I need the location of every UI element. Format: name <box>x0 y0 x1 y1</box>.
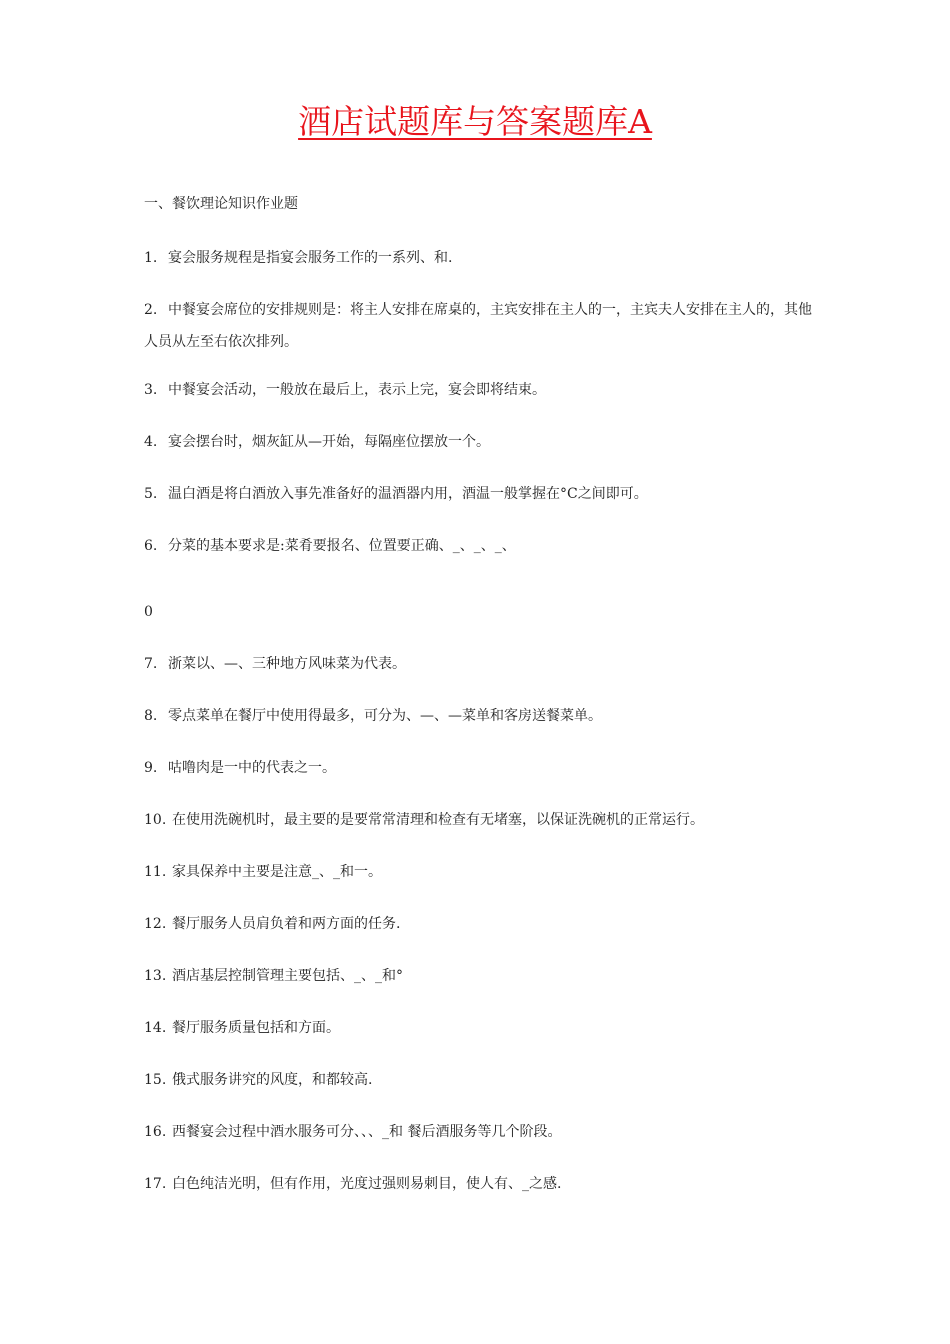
question-item: 3. 中餐宴会活动，一般放在最后上，表示上完，宴会即将结束。 <box>144 382 546 398</box>
question-item: 6. 分菜的基本要求是:菜肴要报名、位置要正确、_、_、_、 <box>144 538 516 554</box>
question-item: 13. 酒店基层控制管理主要包括、_、_和° <box>144 968 403 984</box>
question-item: 2. 中餐宴会席位的安排规则是：将主人安排在席桌的，主宾安排在主人的一，主宾夫人安排在主人的，其他人员从左至右依次排列。 <box>144 302 812 350</box>
question-item: 10. 在使用洗碗机时，最主要的是要常常清理和检查有无堵塞，以保证洗碗机的正常运行。 <box>144 812 704 828</box>
question-item: 1. 宴会服务规程是指宴会服务工作的一系列、和. <box>144 250 453 266</box>
question-continuation: 0 <box>144 604 153 620</box>
question-item: 5. 温白酒是将白酒放入事先准备好的温酒器内用，酒温一般掌握在°C之间即可。 <box>144 486 648 502</box>
document-title: 酒店试题库与答案题库A <box>298 102 652 141</box>
question-item: 16. 西餐宴会过程中酒水服务可分、、、_和 餐后酒服务等几个阶段。 <box>144 1124 562 1140</box>
question-item: 7. 浙菜以、—、三种地方风味菜为代表。 <box>144 656 406 672</box>
question-item: 9. 咕噜肉是一中的代表之一。 <box>144 760 336 776</box>
question-item: 15. 俄式服务讲究的风度，和都较高. <box>144 1072 373 1088</box>
section-heading: 一、餐饮理论知识作业题 <box>144 196 298 212</box>
question-item: 4. 宴会摆台时，烟灰缸从—开始，每隔座位摆放一个。 <box>144 434 490 450</box>
question-item: 12. 餐厅服务人员肩负着和两方面的任务. <box>144 916 401 932</box>
question-item: 8. 零点菜单在餐厅中使用得最多，可分为、—、—菜单和客房送餐菜单。 <box>144 708 602 724</box>
question-item: 17. 白色纯洁光明，但有作用，光度过强则易刺目，使人有、_之感. <box>144 1176 562 1192</box>
question-item: 11. 家具保养中主要是注意_、_和一。 <box>144 864 382 880</box>
question-item: 14. 餐厅服务质量包括和方面。 <box>144 1020 340 1036</box>
